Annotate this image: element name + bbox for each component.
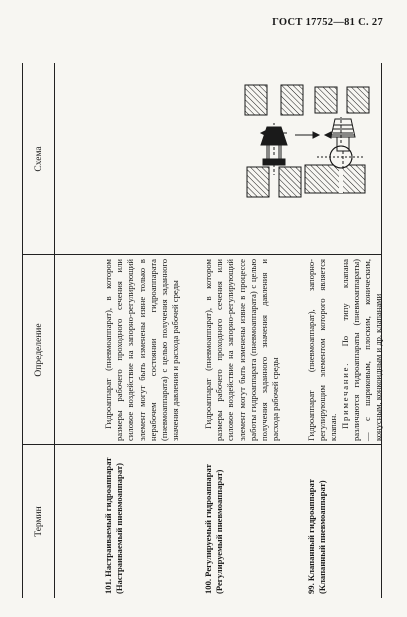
note-text: По типу клапана различаются гидроаппараты (пневмоаппараты) — с шариковым, плоским, коническим, конусным, конкоидным и др. клапанами xyxy=(339,259,384,441)
definition-text: Гидроаппарат (пневмоаппарат), запорно-регулирующим элементом которого является клапан. xyxy=(306,259,339,441)
conical-valve-scheme xyxy=(245,85,303,175)
row-99-definition xyxy=(306,255,384,445)
page-header: ГОСТ 17752—81 С. 27 xyxy=(272,17,383,28)
term-alt: (Клапанный пневмоаппарат) xyxy=(317,480,328,594)
term-name: 100. Регулируемый гидроаппарат xyxy=(203,464,213,594)
column-header-term: Термин xyxy=(23,445,55,598)
column-header-definition: Определение xyxy=(23,255,55,445)
term-alt: (Регулируемый пневмоаппарат) xyxy=(214,469,225,594)
note-label: Примечание. xyxy=(339,361,350,429)
terms-table xyxy=(22,63,382,598)
row-99-term xyxy=(306,445,376,598)
term-name: 99. Клапанный гидроаппарат xyxy=(306,479,316,594)
definition-text: Гидроаппарат (пневмоаппарат), в котором размеры рабочего проходного сечения или силовое воздействие на запорно-регулирующий элемент могут быть изменены извне в процессе работы гидроаппарата (пневмоаппарата) с целью получения заданного значения давления и расхода рабочей среды xyxy=(203,259,281,441)
term-name: 101. Настраиваемый гидроаппарат xyxy=(103,457,113,594)
valve-schemes-figure xyxy=(55,63,383,255)
definition-text: Гидроаппарат (пневмоаппарат), в котором размеры рабочего проходного сечения или силовое воздействие на запорно-регулирующий элемент могут быть изменены извне только в нерабочем состоянии гидроаппарата (пневмоаппарата) с целью получения заданного значения давления и расхода рабочей среды xyxy=(103,259,181,441)
rotated-table-page xyxy=(22,63,382,598)
row-100-term xyxy=(203,445,263,598)
ball-valve-scheme xyxy=(295,117,365,193)
term-alt: (Настраиваемый пневмоаппарат) xyxy=(114,463,125,594)
row-101-definition xyxy=(103,255,198,445)
column-header-scheme: Схема xyxy=(23,63,55,255)
row-101-term xyxy=(103,445,163,598)
row-100-definition xyxy=(203,255,298,445)
